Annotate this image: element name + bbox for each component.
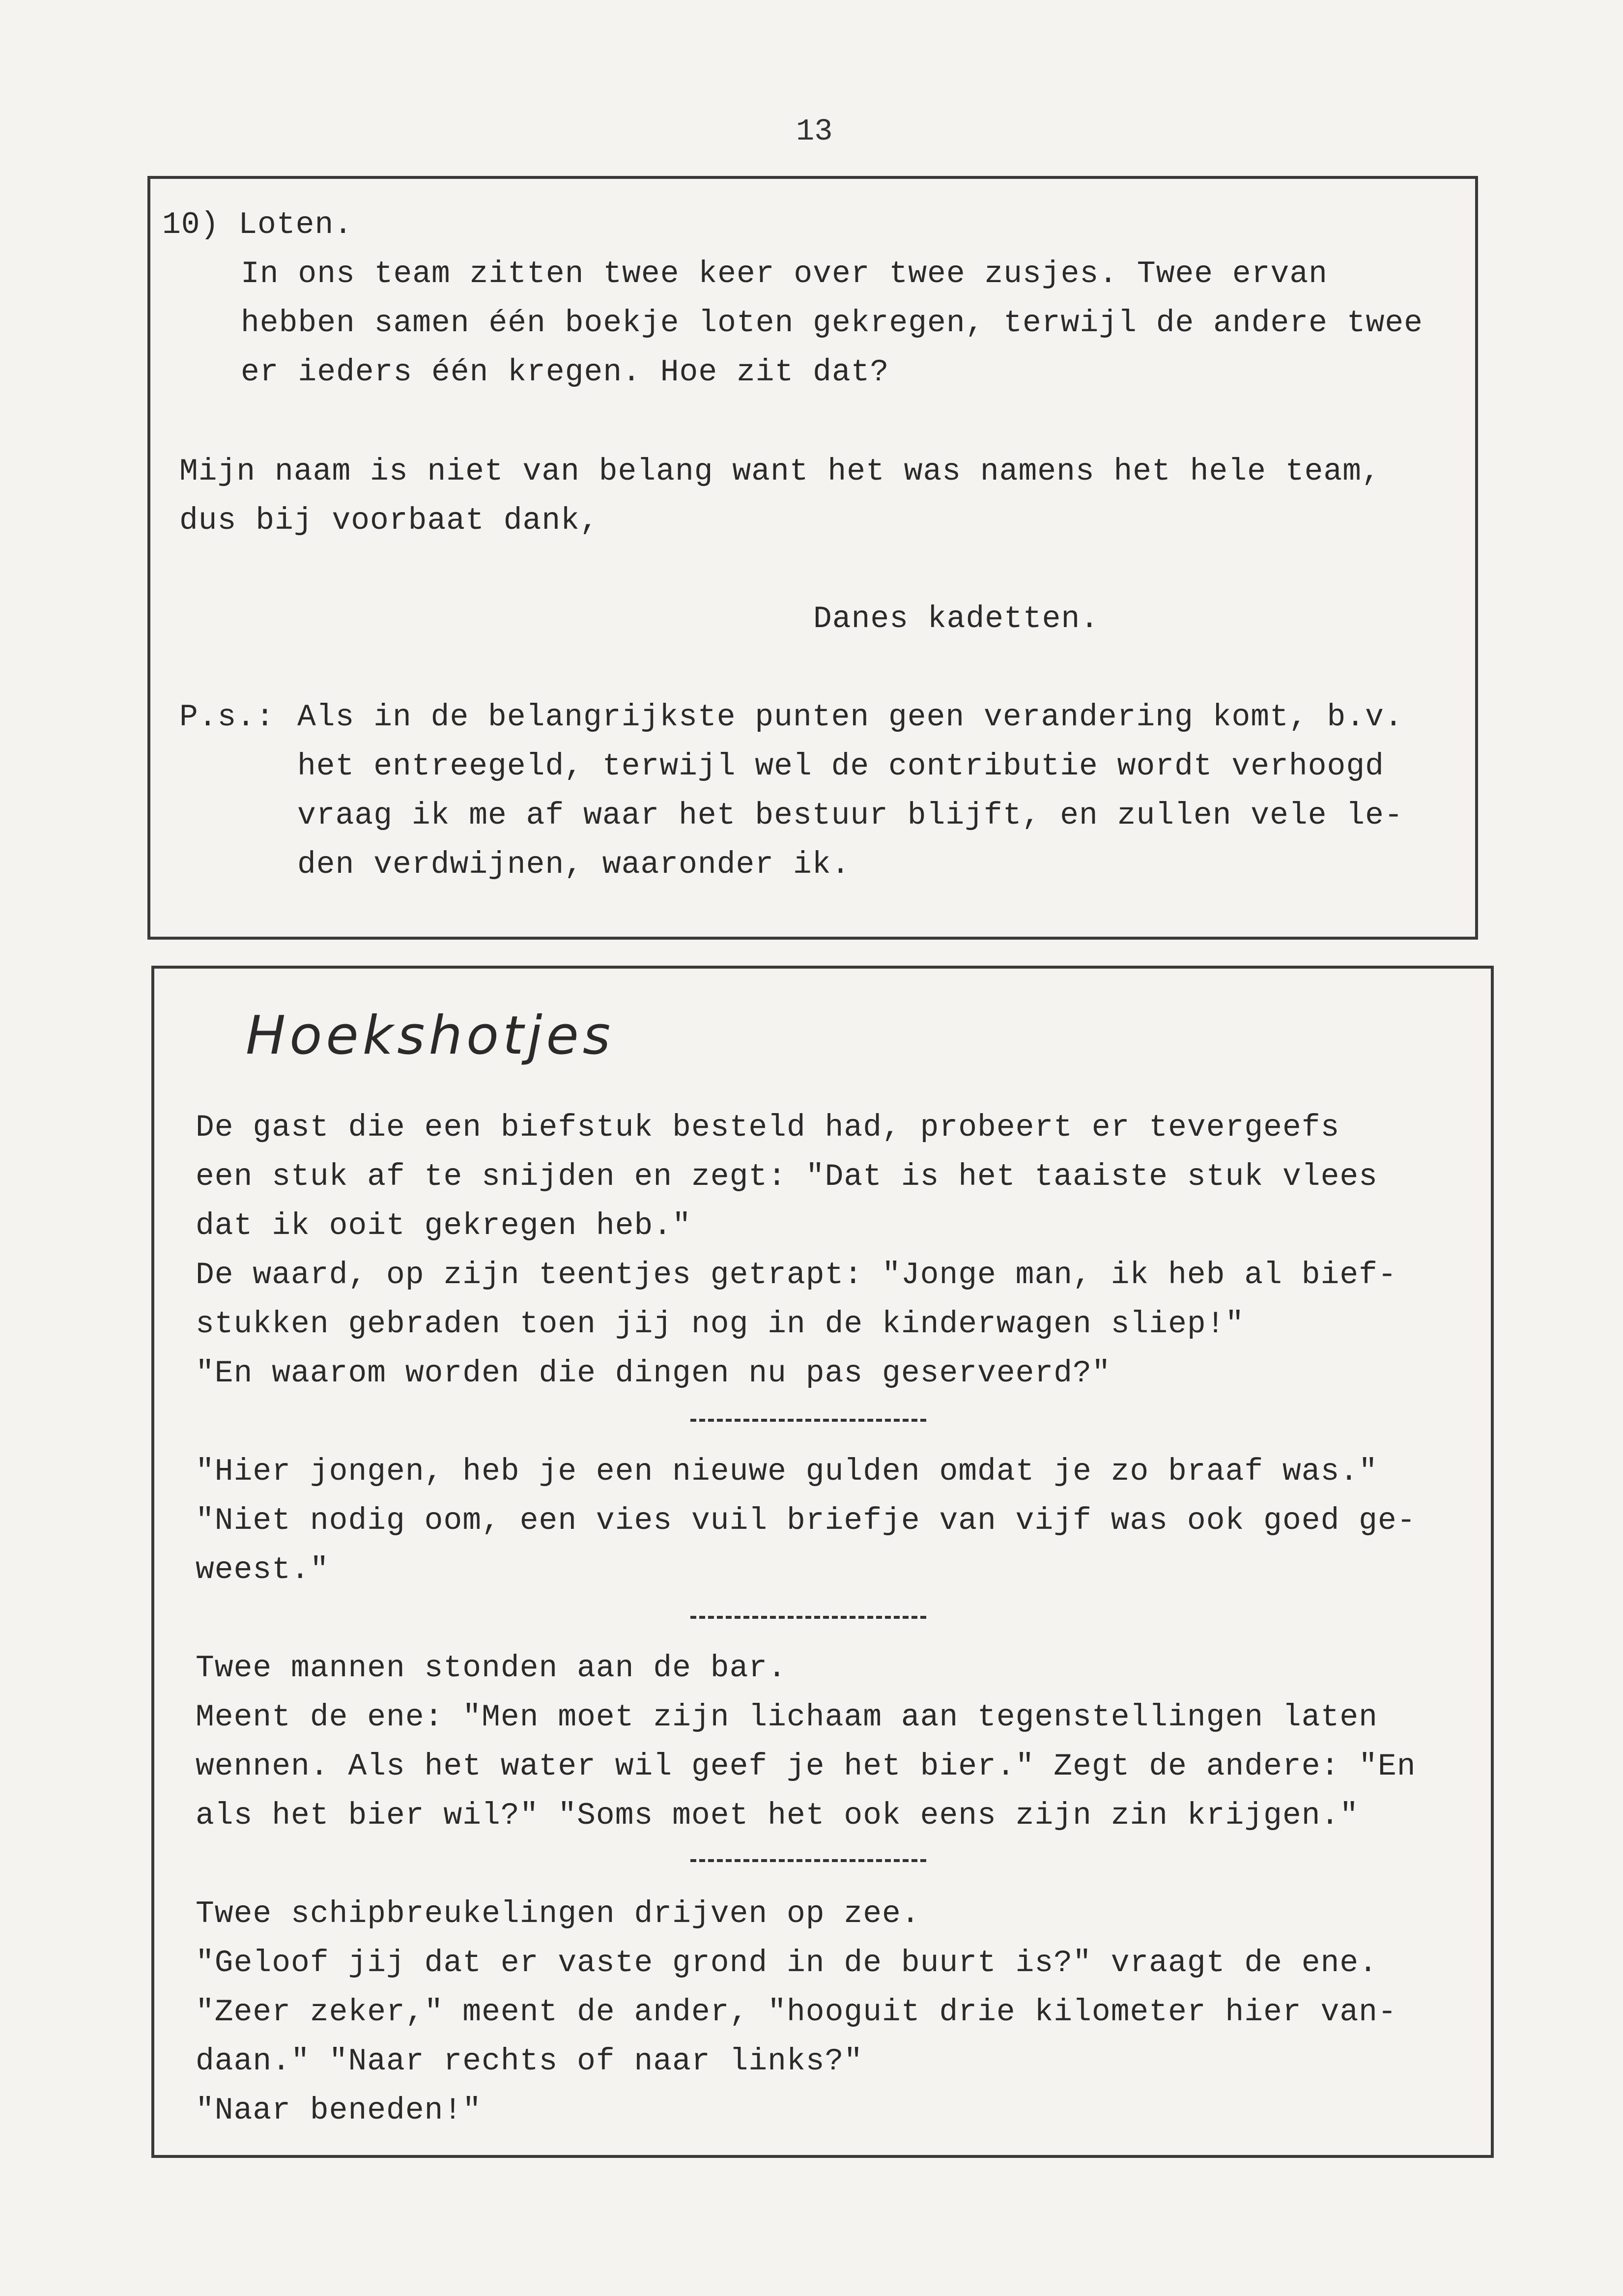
ps-line: het entreegeld, terwijl wel de contributie wordt verhoogd <box>297 749 1384 784</box>
joke-divider <box>690 1419 926 1422</box>
joke-line: "En waarom worden die dingen nu pas geserveerd?" <box>196 1356 1111 1391</box>
question-line: hebben samen één boekje loten gekregen, terwijl de andere twee <box>241 306 1423 341</box>
joke-line: wennen. Als het water wil geef je het bier." Zegt de andere: "En <box>196 1749 1416 1784</box>
question-line: er ieders één kregen. Hoe zit dat? <box>241 355 889 390</box>
joke-line: "Hier jongen, heb je een nieuwe gulden omdat je zo braaf was." <box>196 1454 1378 1489</box>
joke-line: "Naar beneden!" <box>196 2093 482 2128</box>
joke-line: De waard, op zijn teentjes getrapt: "Jonge man, ik heb al bief- <box>196 1258 1397 1292</box>
joke-line: een stuk af te snijden en zegt: "Dat is het taaiste stuk vlees <box>196 1159 1378 1194</box>
question-line: In ons team zitten twee keer over twee zusjes. Twee ervan <box>241 257 1328 291</box>
ps-label: P.s.: <box>179 700 275 735</box>
letter-body-line: Mijn naam is niet van belang want het was namens het hele team, <box>179 454 1381 489</box>
joke-line: Twee mannen stonden aan de bar. <box>196 1651 787 1686</box>
joke-divider <box>690 1616 926 1619</box>
question-title: 10) Loten. <box>162 207 353 242</box>
joke-line: Twee schipbreukelingen drijven op zee. <box>196 1896 920 1931</box>
signature: Danes kadetten. <box>813 602 1100 636</box>
joke-line: weest." <box>196 1552 329 1587</box>
joke-line: dat ik ooit gekregen heb." <box>196 1208 691 1243</box>
joke-line: daan." "Naar rechts of naar links?" <box>196 2044 863 2079</box>
joke-line: Meent de ene: "Men moet zijn lichaam aan tegenstellingen laten <box>196 1700 1378 1735</box>
joke-divider <box>690 1859 926 1862</box>
joke-line: "Niet nodig oom, een vies vuil briefje van vijf was ook goed ge- <box>196 1503 1416 1538</box>
joke-line: De gast die een biefstuk besteld had, probeert er tevergeefs <box>196 1110 1340 1145</box>
ps-line: Als in de belangrijkste punten geen verandering komt, b.v. <box>297 700 1403 735</box>
joke-line: "Zeer zeker," meent de ander, "hooguit drie kilometer hier van- <box>196 1995 1397 2030</box>
ps-line: den verdwijnen, waaronder ik. <box>297 847 851 882</box>
ps-line: vraag ik me af waar het bestuur blijft, en zullen vele le- <box>297 798 1403 833</box>
joke-line: stukken gebraden toen jij nog in de kinderwagen sliep!" <box>196 1307 1245 1342</box>
jokes-title: Hoekshotjes <box>246 1005 615 1066</box>
page-number: 13 <box>796 114 833 149</box>
joke-line: "Geloof jij dat er vaste grond in de buurt is?" vraagt de ene. <box>196 1946 1378 1980</box>
joke-line: als het bier wil?" "Soms moet het ook eens zijn zin krijgen." <box>196 1798 1359 1833</box>
letter-body-line: dus bij voorbaat dank, <box>179 503 599 538</box>
